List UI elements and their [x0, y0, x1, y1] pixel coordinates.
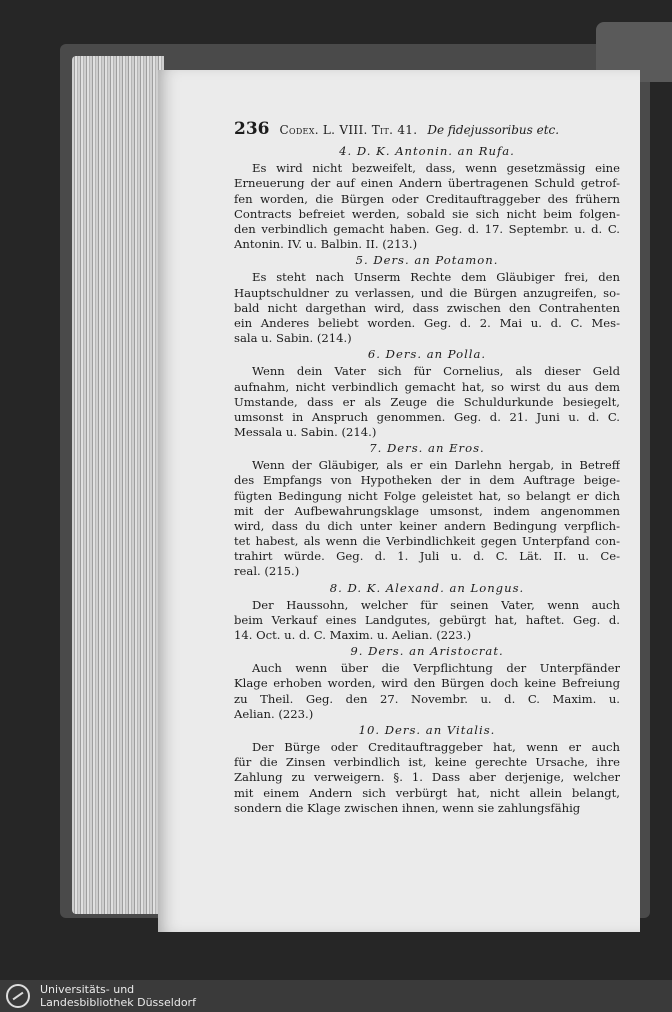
- text-line: Klage erhoben worden, wird den Bürgen doch keine Befreiung: [234, 676, 620, 691]
- text-line: den verbindlich gemacht haben. Geg. d. 17. Septembr. u. d. C.: [234, 221, 620, 236]
- code-reference: Codex. L. VIII. Tit. 41.: [279, 123, 418, 137]
- section-paragraph: [234, 364, 620, 440]
- text-line: fügten Bedingung nicht Folge geleistet hat, so belangt er dich: [234, 488, 620, 503]
- text-line: fen worden, die Bürgen oder Creditauftraggeber des frühern: [234, 191, 620, 206]
- text-line: Messala u. Sabin. (214.): [234, 424, 377, 439]
- library-footer: [0, 980, 672, 1012]
- page-text: [234, 119, 620, 816]
- text-line: Hauptschuldner zu verlassen, und die Bürgen anzugreifen, so-: [234, 285, 620, 300]
- section-title: 5. Ders. an Potamon.: [355, 253, 499, 268]
- section-paragraph: [234, 270, 620, 346]
- section-title: 9. Ders. an Aristocrat.: [350, 644, 504, 659]
- sections: [234, 144, 620, 816]
- section-paragraph: [234, 598, 620, 643]
- text-line: des Empfangs von Hypotheken der in dem Auftrage beige-: [234, 473, 620, 488]
- text-line: Auch wenn über die Verpflichtung der Unterpfänder: [252, 661, 620, 676]
- library-logo-icon: [6, 984, 30, 1008]
- text-line: aufnahm, nicht verbindlich gemacht hat, so wirst du aus dem: [234, 379, 620, 394]
- text-line: Contracts befreiet werden, sobald sie sich nicht beim folgen-: [234, 206, 620, 221]
- section-title: 7. Ders. an Eros.: [369, 441, 485, 456]
- page-edges: [72, 56, 164, 914]
- text-line: umsonst in Anspruch genommen. Geg. d. 21. Juni u. d. C.: [234, 409, 620, 424]
- book-page: [158, 70, 640, 932]
- text-line: Antonin. IV. u. Balbin. II. (213.): [234, 237, 418, 252]
- text-line: Wenn der Gläubiger, als er ein Darlehn hergab, in Betreff: [252, 458, 620, 473]
- section-paragraph: [234, 740, 620, 816]
- library-name-line1: Universitäts- und: [40, 983, 135, 996]
- section-paragraph: [234, 161, 620, 252]
- section-paragraph: [234, 458, 620, 579]
- text-line: mit einem Andern sich verbürgt hat, nicht allein belangt,: [234, 785, 620, 800]
- text-line: Aelian. (223.): [234, 706, 314, 721]
- text-line: Es wird nicht bezweifelt, dass, wenn gesetzmässig eine: [252, 161, 620, 176]
- text-line: Umstande, dass er als Zeuge die Schuldurkunde besiegelt,: [234, 394, 620, 409]
- section-title: 4. D. K. Antonin. an Rufa.: [339, 144, 515, 159]
- text-line: wird, dass du dich unter keiner andern Bedingung verpflich-: [234, 518, 620, 533]
- section-title: 6. Ders. an Polla.: [367, 347, 487, 362]
- text-line: tet habest, als wenn die Verbindlichkeit gegen Unterpfand con-: [234, 534, 620, 549]
- running-title: De fidejussoribus etc.: [427, 123, 560, 137]
- text-line: Zahlung zu verweigern. §. 1. Dass aber derjenige, welcher: [234, 770, 620, 785]
- text-line: ein Anderes beliebt worden. Geg. d. 2. Mai u. d. C. Mes-: [234, 315, 620, 330]
- text-line: Es steht nach Unserm Rechte dem Gläubiger frei, den: [252, 270, 620, 285]
- text-line: real. (215.): [234, 564, 300, 579]
- text-line: 14. Oct. u. d. C. Maxim. u. Aelian. (223.): [234, 628, 472, 642]
- text-line: Der Bürge oder Creditauftraggeber hat, wenn er auch: [252, 740, 620, 755]
- text-line: Erneuerung der auf einen Andern übertragenen Schuld getrof-: [234, 176, 620, 191]
- text-line: trahirt würde. Geg. d. 1. Juli u. d. C. Lät. II. u. Ce-: [234, 549, 620, 564]
- text-line: sondern die Klage zwischen ihnen, wenn sie zahlungsfähig: [234, 800, 581, 815]
- section-title: 10. Ders. an Vitalis.: [358, 722, 496, 737]
- running-head: [234, 119, 620, 139]
- page-number: 236: [234, 119, 270, 139]
- text-line: Wenn dein Vater sich für Cornelius, als dieser Geld: [252, 364, 620, 379]
- section-paragraph: [234, 661, 620, 722]
- section-title: 8. D. K. Alexand. an Longus.: [329, 580, 525, 595]
- text-line: beim Verkauf eines Landgutes, gebürgt hat, haftet. Geg. d.: [234, 612, 620, 627]
- text-line: Der Haussohn, welcher für seinen Vater, wenn auch: [252, 597, 620, 612]
- text-line: sala u. Sabin. (214.): [234, 331, 352, 346]
- text-line: zu Theil. Geg. den 27. Novembr. u. d. C. Maxim. u.: [234, 691, 620, 706]
- text-line: für die Zinsen verbindlich ist, keine gerechte Ursache, ihre: [234, 755, 620, 770]
- library-name-line2: Landesbibliothek Düsseldorf: [40, 996, 196, 1009]
- text-line: mit der Aufbewahrungsklage umsonst, indem angenommen: [234, 503, 620, 518]
- text-line: bald nicht dargethan wird, dass zwischen den Contrahenten: [234, 300, 620, 315]
- library-name: [40, 983, 196, 1009]
